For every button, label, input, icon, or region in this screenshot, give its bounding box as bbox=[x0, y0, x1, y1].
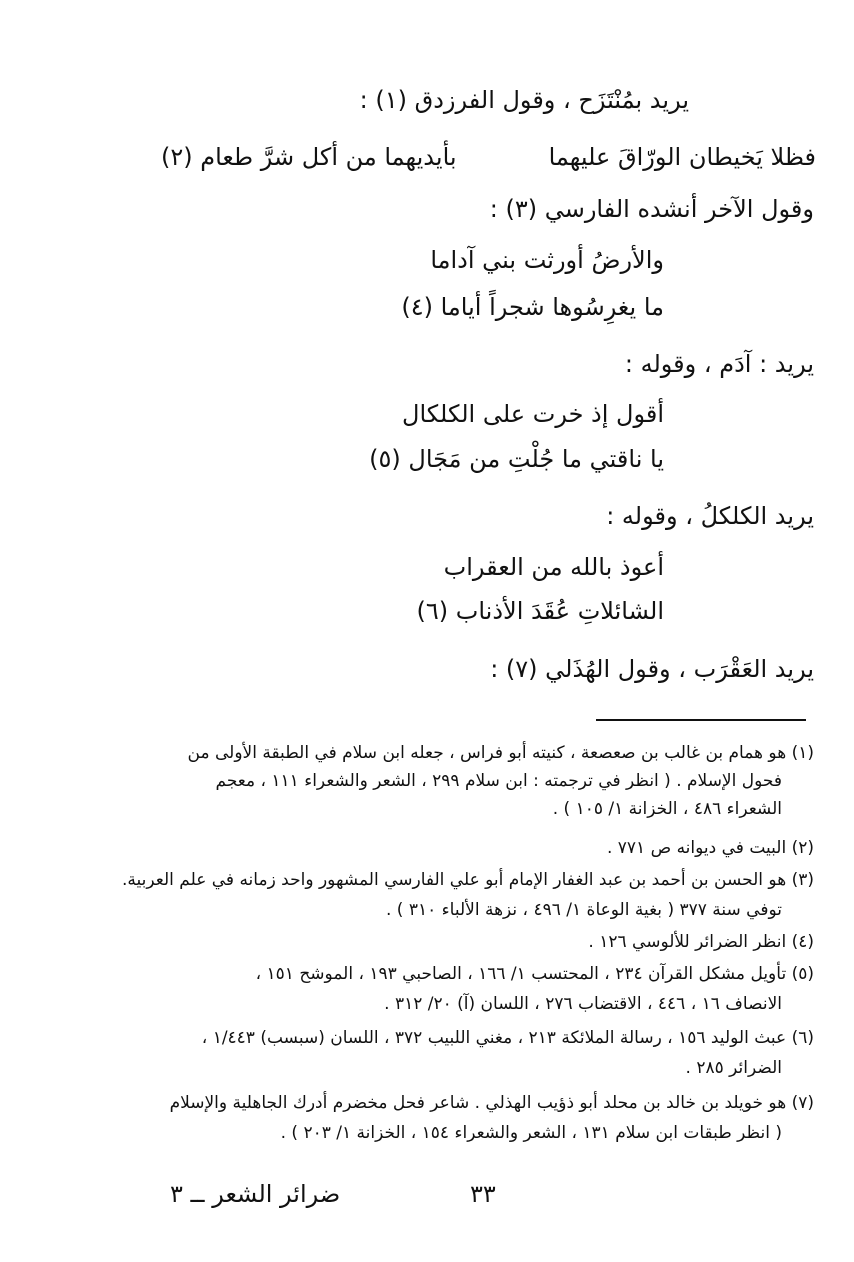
footnote-6-line-2: الضرائر ٢٨٥ . bbox=[685, 1058, 782, 1078]
verse-2: ما يغرِسُوها شجراً أياما (٤) bbox=[401, 293, 664, 321]
footnote-2: (٢) البيت في ديوانه ص ٧٧١ . bbox=[606, 838, 814, 858]
body-line-12: يريد العَقْرَب ، وقول الهُذَلي (٧) : bbox=[490, 655, 814, 683]
footnote-1-line-1: (١) هو همام بن غالب بن صعصعة ، كنيته أبو فراس ، جعله ابن سلام في الطبقة الأولى من bbox=[187, 743, 814, 763]
body-line-6: يريد : آدَم ، وقوله : bbox=[624, 350, 814, 378]
verse-6: الشائلاتِ عُقَدَ الأذناب (٦) bbox=[416, 597, 664, 625]
verse-4: يا ناقتي ما جُلْتِ من مَجَال (٥) bbox=[369, 445, 664, 473]
poem-1-first-hemistich: فظلا يَخيطان الورّاقَ عليهما bbox=[548, 143, 816, 171]
footnote-7-line-2: ( انظر طبقات ابن سلام ١٣١ ، الشعر والشعراء ١٥٤ ، الخزانة ١/ ٢٠٣ ) . bbox=[280, 1123, 782, 1143]
body-line-1: يريد بمُنْتَزَح ، وقول الفرزدق (١) : bbox=[359, 86, 689, 114]
footnote-5-line-1: (٥) تأويل مشكل القرآن ٢٣٤ ، المحتسب ١/ ١٦٦ ، الصاحبي ١٩٣ ، الموشح ١٥١ ، bbox=[255, 964, 814, 984]
verse-1: والأرضُ أورثت بني آداما bbox=[430, 246, 664, 274]
book-signature: ضرائر الشعر ــ ٣ bbox=[170, 1180, 341, 1208]
body-line-9: يريد الكلكلُ ، وقوله : bbox=[606, 502, 814, 530]
poem-1-second-hemistich: بأيديهما من أكل شرَّ طعام (٢) bbox=[161, 143, 457, 171]
footnote-4: (٤) انظر الضرائر للألوسي ١٢٦ . bbox=[588, 932, 814, 952]
footnote-3-line-1: (٣) هو الحسن بن أحمد بن عبد الغفار الإمام أبو علي الفارسي المشهور واحد زمانه في علم العربية. bbox=[121, 870, 814, 890]
footnote-5-line-2: الانصاف ١٦ ، ٤٤٦ ، الاقتضاب ٢٧٦ ، اللسان (آ) ٢٠/ ٣١٢ . bbox=[384, 994, 782, 1014]
footnote-separator bbox=[596, 719, 806, 721]
footnote-1-line-2: فحول الإسلام . ( انظر في ترجمته : ابن سلام ٢٩٩ ، الشعر والشعراء ١١١ ، معجم bbox=[215, 771, 782, 791]
footnote-6-line-1: (٦) عبث الوليد ١٥٦ ، رسالة الملائكة ٢١٣ ، مغني اللبيب ٣٧٢ ، اللسان (سبسب) ١/٤٤٣ ، bbox=[201, 1028, 814, 1048]
footnote-7-line-1: (٧) هو خويلد بن خالد بن محلد أبو ذؤيب الهذلي . شاعر فحل مخضرم أدرك الجاهلية والإسلام bbox=[169, 1093, 814, 1113]
verse-3: أقول إذ خرت على الكلكال bbox=[402, 400, 664, 428]
body-line-3: وقول الآخر أنشده الفارسي (٣) : bbox=[489, 195, 814, 223]
page-number: ٣٣ bbox=[470, 1180, 496, 1208]
footnote-3-line-2: توفي سنة ٣٧٧ ( بغية الوعاة ١/ ٤٩٦ ، نزهة الألباء ٣١٠ ) . bbox=[386, 900, 782, 920]
verse-5: أعوذ بالله من العقراب bbox=[443, 553, 664, 581]
footnote-1-line-3: الشعراء ٤٨٦ ، الخزانة ١/ ١٠٥ ) . bbox=[552, 799, 782, 819]
